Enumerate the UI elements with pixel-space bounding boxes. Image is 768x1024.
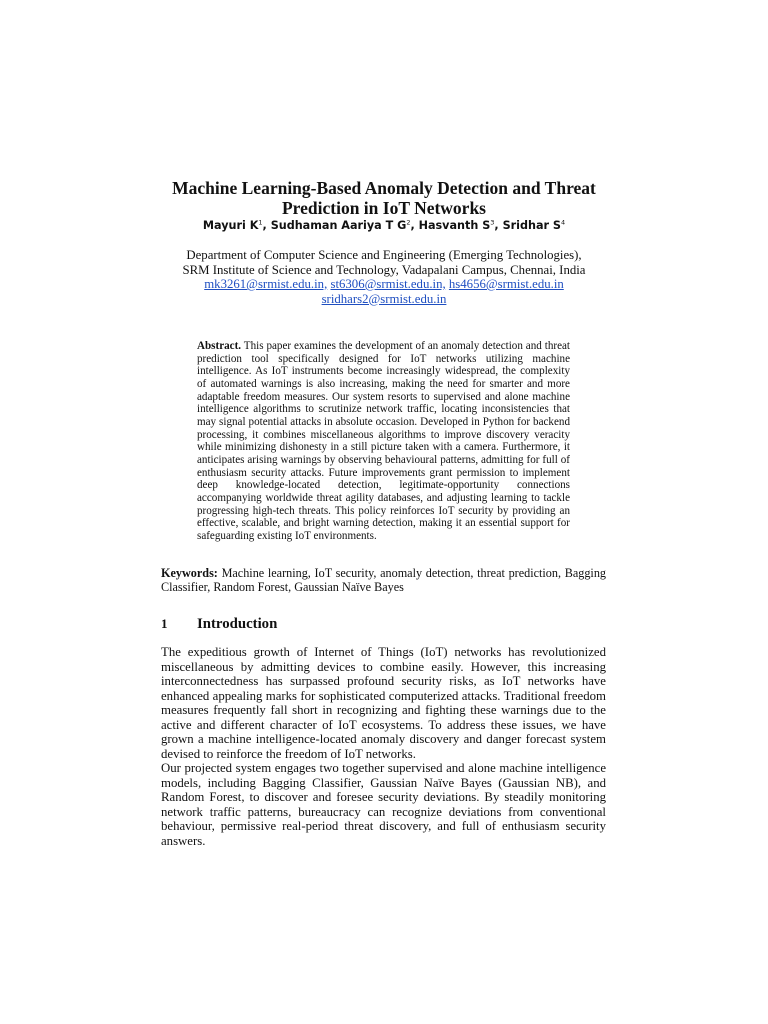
email-link[interactable]: st6306@srmist.edu.in, [330, 277, 446, 291]
author-name: Mayuri K [202, 219, 259, 232]
paper-title-line-2: Prediction in IoT Networks [281, 198, 486, 218]
body-paragraph: Our projected system engages two together supervised and alone machine intelligence models, including Bagging Classifier, Gaussian Naïve Bayes (Gaussian NB), and Random Forest, to discover and foresee security deviations. By steadily monitoring network traffic patterns, bureaucracy can recognize deviations from conventional behaviour, permissive real-period threat discovery, and full of enthusiasm security answers. [161, 761, 606, 848]
email-link[interactable]: mk3261@srmist.edu.in, [204, 277, 328, 291]
email-link[interactable]: sridhars2@srmist.edu.in [321, 291, 447, 306]
body-paragraph: The expeditious growth of Internet of Things (IoT) networks has revolutionized miscellaneous by admitting devices to combine easily. However, this increasing interconnectedness has surpassed profound security risks, as IoT networks have enhanced appealing marks for sophisticated computerized attacks. Traditional freedom measures frequently fall short in recognizing and fighting these warnings due to the active and different character of IoT ecosystems. To address these issues, we have grown a machine intelligence-located anomaly discovery and danger forecast system devised to reinforce the freedom of IoT networks. [161, 645, 606, 761]
keywords-text: Machine learning, IoT security, anomaly detection, threat prediction, Bagging Classifier, Random Forest, Gaussian Naïve Bayes [161, 566, 607, 594]
email-line [140, 277, 628, 292]
abstract [197, 340, 570, 543]
author-affiliation-mark: 3 [490, 218, 495, 227]
section-number: 1 [161, 616, 168, 631]
paper-title [150, 178, 618, 218]
author-name: Sridhar S [502, 219, 561, 232]
keywords-label: Keywords: [161, 566, 218, 580]
email-link[interactable]: hs4656@srmist.edu.in [448, 277, 564, 291]
paper-title-line-1: Machine Learning-Based Anomaly Detection and Threat [172, 178, 596, 198]
email-line [140, 292, 628, 307]
affiliation-department: Department of Computer Science and Engineering (Emerging Technologies), [186, 248, 582, 262]
affiliation-institute: SRM Institute of Science and Technology, Vadapalani Campus, Chennai, India [182, 262, 586, 277]
author-name: Hasvanth S [418, 219, 491, 232]
author-list: Mayuri $K^1$, Sudhaman Aariya T $G^2$, Hasvanth $S^3$, Sridhar $S^4$ [202, 218, 566, 232]
author-affiliation-mark: 4 [560, 218, 566, 227]
section-heading [161, 615, 606, 633]
abstract-text: This paper examines the development of an anomaly detection and threat prediction tool specifically designed for IoT networks utilizing machine intelligence. As IoT instruments become increasingly widespread, the complexity of automated warnings is also increasing, making the need for smarter and more adaptable freedom measures. Our system resorts to supervised and alone machine intelligence algorithms to scrutinize network traffic, locating inconsistencies that may signal potential attacks in absolute occasion. Developed in Python for backend processing, it combines miscellaneous algorithms to improve discovery veracity while minimizing dishonesty in a still picture taken with a camera. Furthermore, it anticipates arising warnings by observing behavioural patterns, admitting for full of enthusiasm security attacks. Future improvements grant permission to implement deep knowledge-located detection, legitimate-opportunity connections accompanying worldwide threat agility databases, and adjusting learning to tackle progressing high-tech threats. This policy reinforces IoT security by providing an effective, scalable, and bright warning detection, making it an essential support for safeguarding existing IoT environments. [197, 340, 570, 542]
section-title: Introduction [197, 616, 278, 632]
keywords [161, 567, 606, 594]
introduction-body [161, 645, 606, 848]
author-affiliation-mark: 1 [258, 218, 263, 227]
abstract-label: Abstract. [197, 340, 242, 352]
author-affiliation-mark: 2 [406, 218, 411, 227]
affiliation-block [140, 248, 628, 306]
author-name: Sudhaman Aariya T G [270, 219, 407, 232]
